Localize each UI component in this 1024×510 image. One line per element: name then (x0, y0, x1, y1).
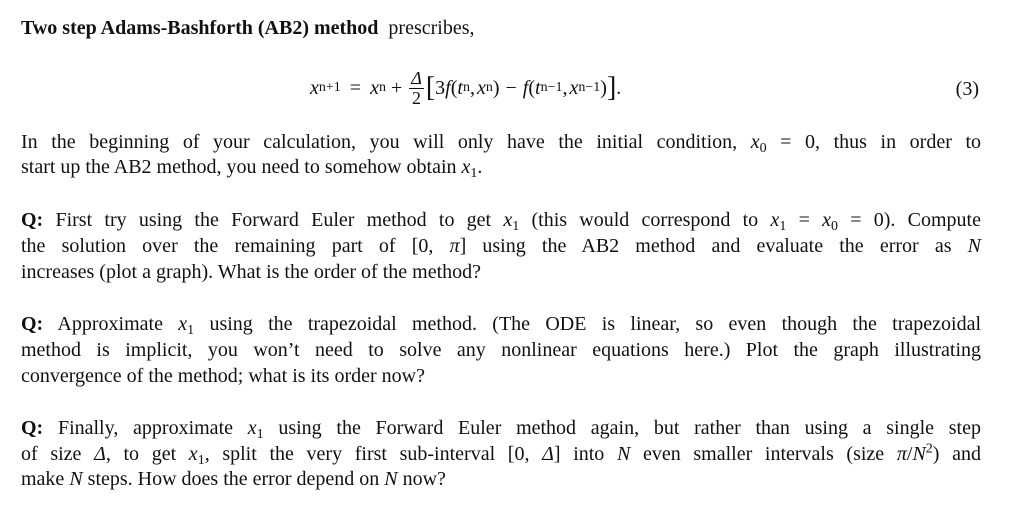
intro-x1-sub: 1 (470, 165, 478, 181)
eq-t2: t (535, 76, 541, 99)
eq-x2: x (569, 76, 579, 99)
q3-line-3 (21, 467, 981, 491)
q2-line-1 (21, 312, 981, 336)
ab2-equation: x n+1 = x n + $\frac{\Delta}{2}$ [ 3 f ( t n , x n ) − f ( t n−1 , x n−1 ) ] . (310, 67, 622, 108)
intro-text-1a: In the beginning of your calculation, you will only have the initial condition, (21, 131, 751, 153)
q3-N2-sup: 2 (925, 441, 933, 457)
q1-text-1a: First try using the Forward Euler method to get (43, 209, 504, 231)
q3-label: Q: (21, 417, 44, 439)
eq-right-bracket: ] (606, 72, 617, 103)
eq-three: 3 (435, 76, 446, 99)
eq-fraction (409, 69, 424, 108)
q3-delta: Δ (94, 443, 106, 465)
q3-text-2a: of size (21, 443, 95, 465)
eq-minus: − (505, 76, 517, 99)
q3-N2: N (912, 443, 926, 465)
q3-x1-sub: 1 (256, 426, 264, 442)
q1-pi: π (449, 235, 460, 257)
eq-xn: x (370, 76, 379, 99)
q3-text-3b: steps. How does the error depend on (82, 468, 385, 490)
eq-f2: f (522, 76, 529, 99)
q1-line-1 (21, 208, 981, 232)
q2-line-3: convergence of the method; what is its order now? (21, 365, 425, 387)
q1-text-2a: the solution over the remaining part of [0, (21, 235, 450, 257)
q2-text-1b: using the trapezoidal method. (The ODE is linear, so even though the trapezoidal (194, 313, 982, 335)
q1-text-1d: = 0). Compute (837, 209, 981, 231)
intro-line-2 (21, 155, 981, 179)
q3-line-1 (21, 416, 981, 440)
q1-x1-sub: 1 (512, 218, 520, 234)
q1-text-1c: = (786, 209, 823, 231)
q1-x0-sub: 0 (830, 218, 838, 234)
q3-text-2g: ) and (932, 443, 981, 465)
intro-line-1 (21, 130, 981, 154)
eq-equals: = (349, 76, 362, 99)
eq-lhs-x: x (310, 76, 319, 99)
q3-text-2c: , split the very first sub-interval [0, (204, 443, 543, 465)
header-prescribes: prescribes, (388, 17, 475, 39)
q3-pi: π (896, 443, 907, 465)
method-title: Two step Adams-Bashforth (AB2) method (21, 17, 379, 39)
equation-number: (3) (955, 78, 979, 100)
eq-left-bracket: [ (425, 72, 436, 103)
q3-delta2: Δ (542, 443, 554, 465)
eq-frac-denominator: 2 (412, 87, 422, 108)
q3-N3: N (69, 468, 83, 490)
q1-x0: x (822, 209, 831, 231)
eq-lparen1: ( (450, 76, 458, 99)
q1-line-3: increases (plot a graph). What is the order of the method? (21, 261, 482, 283)
intro-x0-sub: 0 (759, 140, 767, 156)
q3-x1-sub: 1 (197, 452, 205, 468)
q2-text-1a: Approximate (43, 313, 179, 335)
eq-t1: t (457, 76, 463, 99)
q1-x1b: x (770, 209, 780, 231)
q2-line-2: method is implicit, you won’t need to solve any nonlinear equations here.) Plot the graph illustrating (21, 339, 981, 361)
q3-text-1a: Finally, approximate (43, 417, 248, 439)
eq-frac-numerator: Δ (411, 67, 422, 88)
header-line (21, 16, 981, 40)
q3-text-3c: now? (397, 468, 446, 490)
q1-text-1b: (this would correspond to (519, 209, 771, 231)
intro-text-2b: . (477, 156, 483, 178)
q3-text-2d: ] into (553, 443, 617, 465)
eq-period: . (616, 76, 622, 99)
intro-text-2a: start up the AB2 method, you need to somehow obtain (21, 156, 462, 178)
eq-rparen2: ) (600, 76, 607, 99)
intro-text-1b: = 0, thus in order to (766, 131, 982, 153)
q3-N: N (616, 443, 631, 465)
eq-plus: + (390, 76, 403, 99)
eq-f1: f (445, 76, 451, 99)
eq-lparen2: ( (528, 76, 536, 99)
q3-slash: / (906, 443, 913, 465)
eq-comma1: , (469, 76, 475, 99)
q2-x1-sub: 1 (187, 322, 195, 338)
q1-x1: x (503, 209, 513, 231)
q1-text-2b: ] using the AB2 method and evaluate the error as (459, 235, 968, 257)
q1-line-2 (21, 234, 981, 258)
q2-label: Q: (21, 313, 44, 335)
q3-text-2e: even smaller intervals (size (630, 443, 897, 465)
q3-N4: N (384, 468, 398, 490)
q3-x1: x (188, 443, 198, 465)
q2-x1: x (178, 313, 188, 335)
eq-x1: x (476, 76, 486, 99)
q1-x1b-sub: 1 (779, 218, 787, 234)
q3-text-1b: using the Forward Euler method again, but rather than using a single step (263, 417, 981, 439)
q3-text-2b: , to get (105, 443, 189, 465)
q3-text-3a: make (21, 468, 70, 490)
eq-rparen1: ) (492, 76, 500, 99)
eq-comma2: , (562, 76, 568, 99)
q1-N: N (967, 235, 981, 257)
q3-x1: x (247, 417, 257, 439)
intro-x1: x (461, 156, 471, 178)
q1-label: Q: (21, 209, 44, 231)
q3-line-2 (21, 442, 981, 466)
intro-x0: x (750, 131, 760, 153)
